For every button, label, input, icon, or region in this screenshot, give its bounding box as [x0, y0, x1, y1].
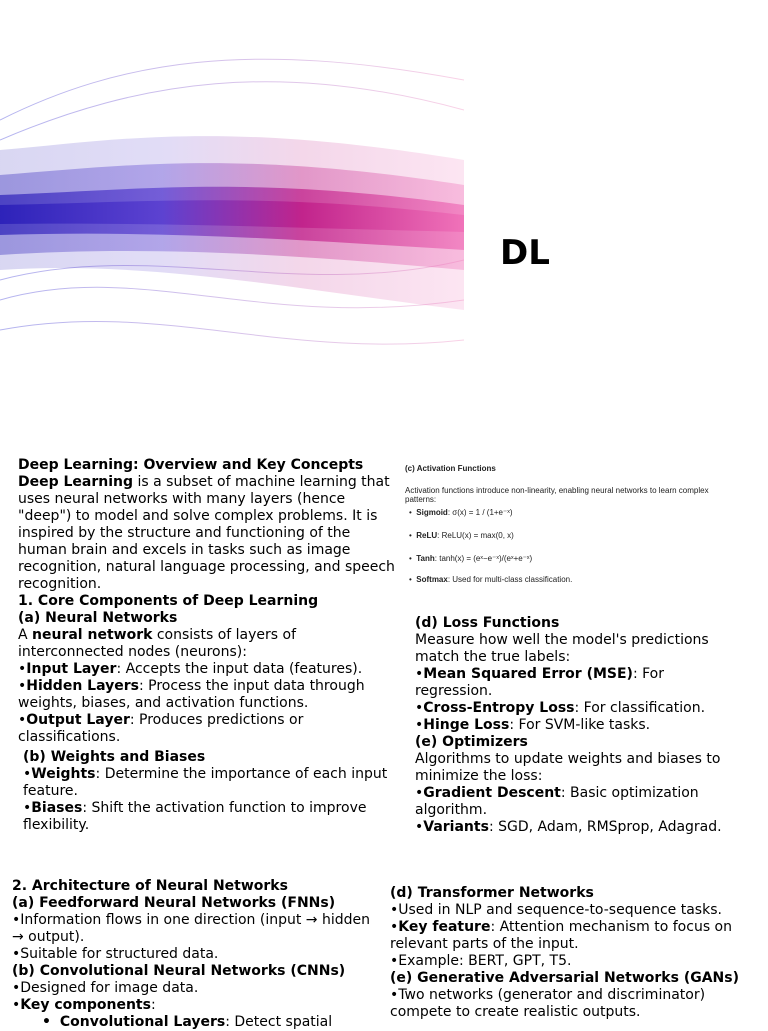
text: : Used for multi-class classification. — [447, 575, 573, 584]
text: Designed for image data. — [20, 980, 199, 996]
figure-item — [409, 554, 532, 563]
figure-item — [409, 575, 572, 584]
bullet: • — [415, 717, 424, 733]
term: Input Layer — [26, 661, 117, 677]
wb-item — [23, 766, 400, 800]
transformer-item — [390, 953, 758, 970]
bullet: • — [415, 666, 424, 682]
hero-abstract-wave-image — [0, 0, 464, 432]
term: Sigmoid — [416, 508, 448, 517]
bullet: • — [409, 575, 412, 584]
text: Two networks (generator and discriminator) compete to create realistic outputs. — [390, 987, 706, 1020]
bullet: • — [23, 800, 32, 816]
figure-item — [409, 531, 514, 540]
bullet: • — [42, 1014, 51, 1030]
cnn-item — [12, 997, 384, 1014]
bullet: • — [415, 819, 424, 835]
layer-item — [18, 661, 400, 678]
layer-item — [18, 712, 400, 746]
bullet: • — [409, 554, 412, 563]
slide-title: DL — [500, 233, 550, 273]
wb-item — [23, 800, 400, 834]
ffn-item — [12, 946, 384, 963]
bullet: • — [409, 508, 412, 517]
optimizer-item — [415, 819, 745, 836]
figure-title: (c) Activation Functions — [405, 464, 496, 473]
term: Biases — [31, 800, 83, 816]
text: : Detect spatial — [225, 1014, 333, 1030]
text: : Accepts the input data (features). — [116, 661, 363, 677]
term: Softmax — [416, 575, 448, 584]
transformer-item — [390, 919, 758, 953]
layer-item — [18, 678, 400, 712]
bullet: • — [12, 912, 21, 928]
ffn-item — [12, 912, 384, 946]
loss-functions-heading: (d) Loss Functions — [415, 615, 560, 631]
ffn-heading: (a) Feedforward Neural Networks (FNNs) — [12, 895, 336, 911]
text: : Basic optimization algorithm. — [415, 785, 699, 818]
loss-item — [415, 717, 745, 734]
text: Information flows in one direction (input → hidden → output). — [12, 912, 370, 945]
text: Suitable for structured data. — [20, 946, 219, 962]
text: : tanh(x) = (eˣ−e⁻ˣ)/(eˣ+e⁻ˣ) — [434, 554, 533, 563]
overview-heading: Deep Learning: Overview and Key Concepts — [18, 457, 364, 473]
term: neural network — [32, 627, 153, 643]
term: Key components — [20, 997, 151, 1013]
text: : σ(x) = 1 / (1+e⁻ˣ) — [447, 508, 513, 517]
text: : Produces predictions or classifications. — [18, 712, 304, 745]
term: Key feature — [398, 919, 491, 935]
text: A — [18, 627, 33, 643]
text: : Determine the importance of each input feature. — [23, 766, 388, 799]
neural-networks-heading: (a) Neural Networks — [18, 610, 178, 626]
bullet: • — [12, 997, 21, 1013]
text: Used in NLP and sequence-to-sequence tasks. — [398, 902, 722, 918]
bullet: • — [18, 678, 27, 694]
figure-item — [409, 508, 513, 517]
term: Tanh — [416, 554, 435, 563]
architecture-section — [12, 878, 384, 1031]
bullet: • — [12, 980, 21, 996]
term: Cross-Entropy Loss — [423, 700, 575, 716]
figure-description: Activation functions introduce non-linearity, enabling neural networks to learn complex patterns: — [405, 486, 709, 504]
term: Convolutional Layers — [59, 1014, 226, 1030]
bullet: • — [390, 919, 399, 935]
bullet: • — [415, 700, 424, 716]
text: : For regression. — [415, 666, 664, 699]
text: : For classification. — [574, 700, 706, 716]
neural-networks-paragraph — [18, 627, 400, 661]
architecture-right-section — [390, 885, 758, 1021]
text: : For SVM-like tasks. — [509, 717, 651, 733]
text: : Shift the activation function to improve flexibility. — [23, 800, 367, 833]
text: is a subset of machine learning that uses neural networks with many layers (hence "deep") to model and solve complex problems. It is inspired by the structure and functioning of the human brain and excels in tasks such as image recognition, natural language processing, and speech recognition. — [18, 474, 395, 592]
overview-paragraph — [18, 474, 400, 593]
weights-biases-heading: (b) Weights and Biases — [23, 749, 206, 765]
term: Gradient Descent — [423, 785, 561, 801]
loss-optimizers-section — [415, 615, 745, 836]
term: Deep Learning — [18, 474, 134, 490]
gan-heading: (e) Generative Adversarial Networks (GANs) — [390, 970, 739, 986]
loss-item — [415, 700, 745, 717]
bullet: • — [390, 953, 399, 969]
activation-functions-figure — [400, 456, 726, 596]
architecture-heading: 2. Architecture of Neural Networks — [12, 878, 288, 894]
weights-biases-block — [18, 749, 400, 834]
optimizers-heading: (e) Optimizers — [415, 734, 528, 750]
text: : ReLU(x) = max(0, x) — [437, 531, 514, 540]
optimizers-description: Algorithms to update weights and biases to minimize the loss: — [415, 751, 721, 784]
term: ReLU — [416, 531, 438, 540]
term: Weights — [31, 766, 96, 782]
term: Output Layer — [26, 712, 130, 728]
text: : — [150, 997, 156, 1013]
cnn-sub-item — [12, 1014, 384, 1031]
term: Mean Squared Error (MSE) — [423, 666, 633, 682]
bullet: • — [409, 531, 412, 540]
text: : Attention mechanism to focus on relevant parts of the input. — [390, 919, 732, 952]
bullet: • — [390, 902, 399, 918]
cnn-item — [12, 980, 384, 997]
bullet: • — [18, 661, 27, 677]
term: Hinge Loss — [423, 717, 510, 733]
text: consists of layers of interconnected nodes (neurons): — [18, 627, 297, 660]
text: : Process the input data through weights, biases, and activation functions. — [18, 678, 365, 711]
bullet: • — [18, 712, 27, 728]
bullet: • — [390, 987, 399, 1003]
bullet: • — [415, 785, 424, 801]
text: : SGD, Adam, RMSprop, Adagrad. — [488, 819, 722, 835]
bullet: • — [23, 766, 32, 782]
gan-item — [390, 987, 758, 1021]
bullet: • — [12, 946, 21, 962]
transformer-heading: (d) Transformer Networks — [390, 885, 594, 901]
term: Variants — [423, 819, 489, 835]
loss-description: Measure how well the model's predictions match the true labels: — [415, 632, 709, 665]
optimizer-item — [415, 785, 745, 819]
overview-section — [18, 457, 400, 834]
term: Hidden Layers — [26, 678, 139, 694]
cnn-heading: (b) Convolutional Neural Networks (CNNs) — [12, 963, 346, 979]
transformer-item — [390, 902, 758, 919]
loss-item — [415, 666, 745, 700]
core-components-heading: 1. Core Components of Deep Learning — [18, 593, 319, 609]
text: Example: BERT, GPT, T5. — [398, 953, 572, 969]
